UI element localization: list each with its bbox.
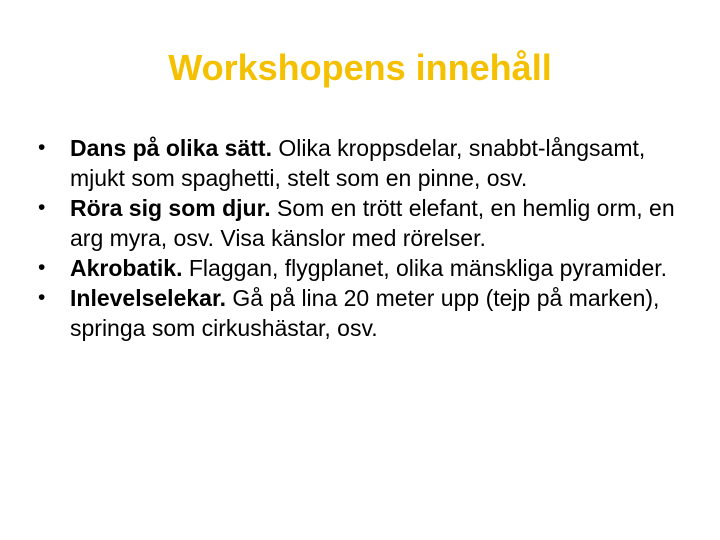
bullet-icon: •: [38, 196, 46, 219]
bullet-text: Olika kroppsdelar, snabbt-långsamt, mjukt som spaghetti, stelt som en pinne, osv.: [70, 135, 646, 191]
bullet-item-roleplay: [38, 283, 678, 343]
bullet-text: Flaggan, flygplanet, olika mänskliga pyramider.: [182, 255, 668, 281]
bullet-icon: •: [38, 256, 46, 279]
bullet-list: [38, 133, 678, 343]
bullet-item-acrobatics: [38, 253, 678, 283]
bullet-text: Gå på lina 20 meter upp (tejp på marken), springa som cirkushästar, osv.: [70, 285, 660, 341]
bullet-lead: Inlevelselekar.: [70, 285, 227, 311]
bullet-lead: Dans på olika sätt.: [70, 135, 272, 161]
bullet-text: Som en trött elefant, en hemlig orm, en arg myra, osv. Visa känslor med rörelser.: [70, 195, 675, 251]
bullet-icon: •: [38, 136, 46, 159]
bullet-lead: Akrobatik.: [70, 255, 183, 281]
slide-title: Workshopens innehåll: [168, 47, 552, 88]
bullet-icon: •: [38, 286, 46, 309]
bullet-item-dance: [38, 133, 678, 193]
bullet-lead: Röra sig som djur.: [70, 195, 271, 221]
bullet-item-animals: [38, 193, 678, 253]
